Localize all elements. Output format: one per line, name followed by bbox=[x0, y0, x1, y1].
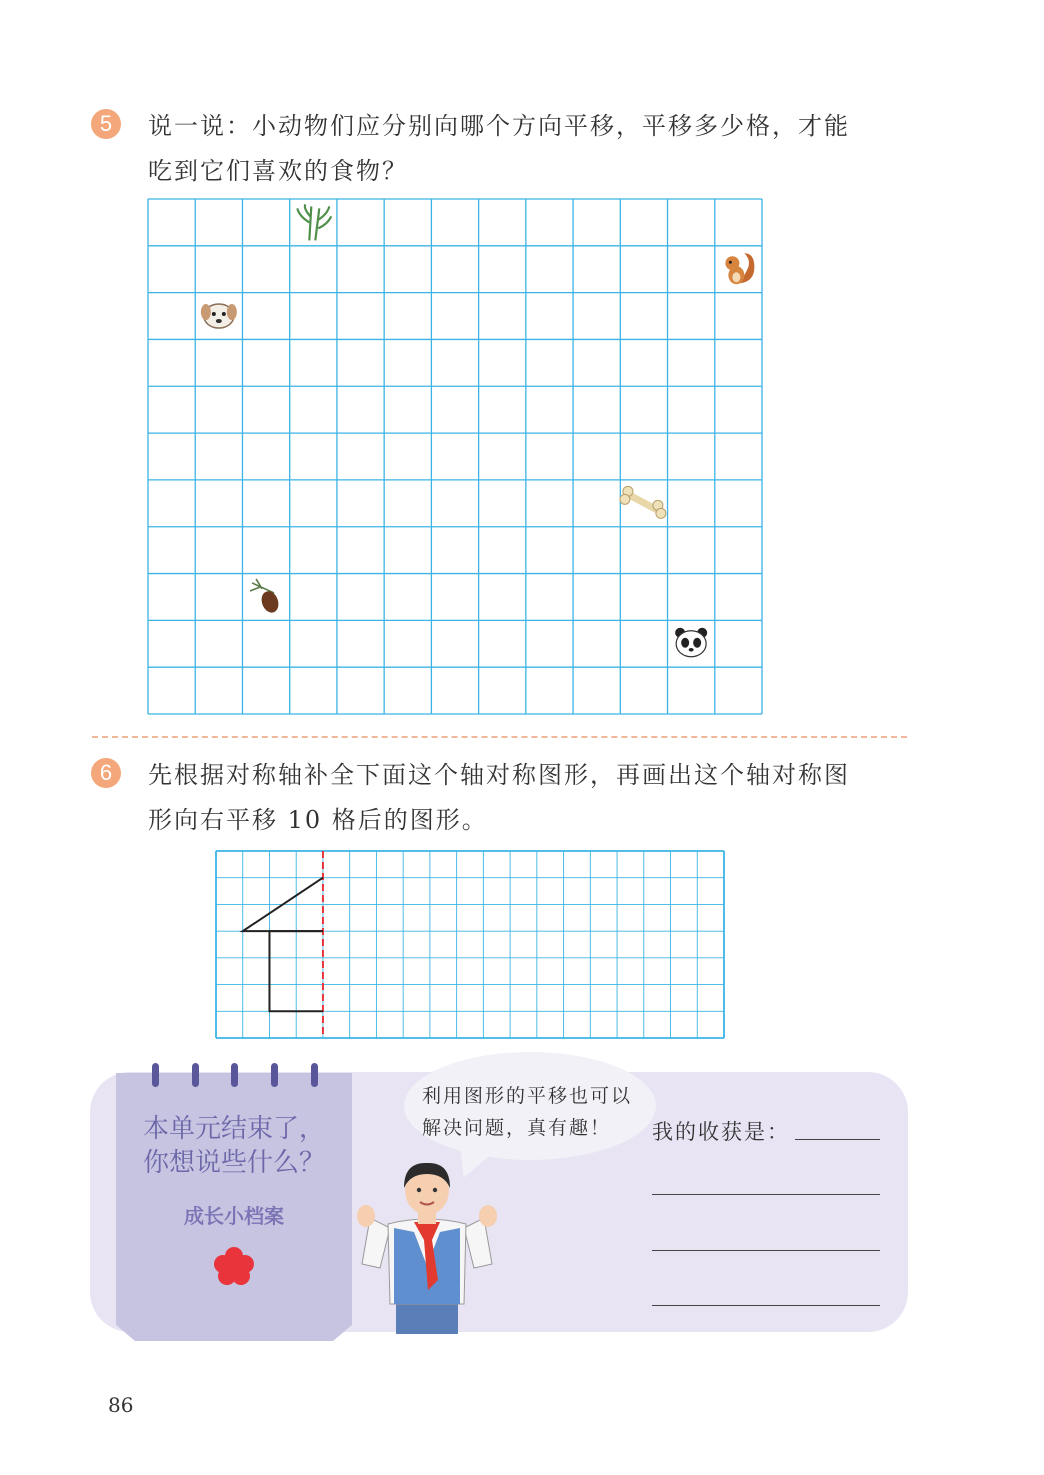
binder-ring bbox=[311, 1063, 318, 1087]
bamboo-icon bbox=[297, 204, 331, 240]
pinecone-icon bbox=[250, 579, 281, 615]
answer-line[interactable] bbox=[652, 1250, 880, 1251]
answer-line[interactable] bbox=[652, 1194, 880, 1195]
question-5-grid bbox=[147, 198, 763, 715]
harvest-label: 我的收获是： bbox=[652, 1120, 790, 1144]
bone-icon bbox=[620, 486, 666, 518]
binder-ring bbox=[152, 1063, 159, 1087]
question-5-badge: 5 bbox=[91, 109, 121, 139]
answer-line[interactable] bbox=[652, 1305, 880, 1306]
binder-ring bbox=[192, 1063, 199, 1087]
card-title-line-2: 你想说些什么？ bbox=[142, 1148, 325, 1178]
question-6-line-1: 先根据对称轴补全下面这个轴对称图形，再画出这个轴对称图 bbox=[148, 761, 850, 789]
card-subtitle: 成长小档案 bbox=[184, 1204, 284, 1228]
dog-icon bbox=[201, 304, 237, 328]
flower-icon bbox=[212, 1246, 256, 1286]
question-5-line-1: 说一说：小动物们应分别向哪个方向平移，平移多少格，才能 bbox=[148, 112, 850, 140]
boy-illustration bbox=[352, 1158, 502, 1334]
binder-ring bbox=[231, 1063, 238, 1087]
speech-bubble-line-2: 解决问题，真有趣！ bbox=[422, 1117, 612, 1139]
question-6-grid bbox=[215, 850, 725, 1040]
binder-ring bbox=[271, 1063, 278, 1087]
question-6-badge: 6 bbox=[91, 758, 121, 788]
panda-icon bbox=[675, 628, 707, 657]
page-number: 86 bbox=[108, 1393, 134, 1417]
answer-line[interactable] bbox=[795, 1139, 880, 1140]
section-divider bbox=[92, 736, 907, 738]
card-title-line-1: 本单元结束了， bbox=[142, 1114, 325, 1144]
speech-bubble-line-1: 利用图形的平移也可以 bbox=[422, 1085, 633, 1107]
squirrel-icon bbox=[725, 253, 754, 284]
question-5-line-2: 吃到它们喜欢的食物？ bbox=[148, 157, 408, 185]
question-6-line-2: 形向右平移 10 格后的图形。 bbox=[148, 806, 488, 834]
